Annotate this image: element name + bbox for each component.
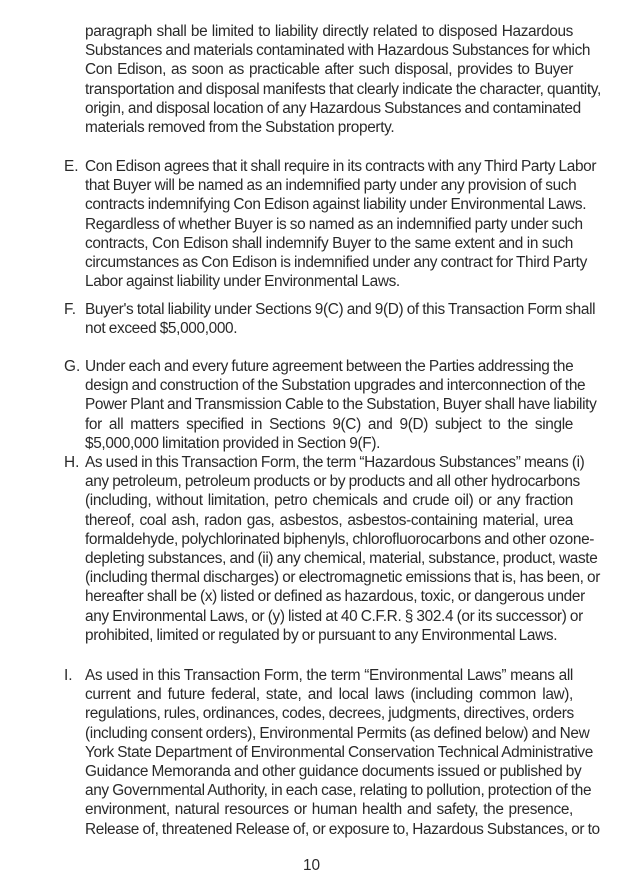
- section-e-line: Labor against liability under Environmental Laws.: [85, 273, 400, 291]
- section-h-line: hereafter shall be (x) listed or defined as hazardous, toxic, or dangerous under: [85, 588, 585, 606]
- section-i-line: current and future federal, state, and local laws (including common law),: [85, 686, 573, 704]
- section-h-line: any petroleum, petroleum products or by products and all other hydrocarbons: [85, 473, 580, 491]
- section-e-line: that Buyer will be named as an indemnified party under any provision of such: [85, 177, 577, 195]
- section-g-line: design and construction of the Substation upgrades and interconnection of the: [85, 377, 586, 395]
- continuation-paragraph-line: Substances and materials contaminated with Hazardous Substances for which: [85, 42, 591, 60]
- continuation-paragraph-line: transportation and disposal manifests that clearly indicate the character, quantity,: [85, 80, 601, 98]
- section-h-line: (including, without limitation, petro chemicals and crude oil) or any fraction: [85, 492, 573, 510]
- section-marker: E.: [64, 158, 79, 175]
- continuation-paragraph-line: paragraph shall be limited to liability directly related to disposed Hazardous: [85, 23, 573, 40]
- section-g-line: Power Plant and Transmission Cable to the Substation, Buyer shall have liability: [85, 396, 597, 414]
- section-marker: G.: [64, 358, 81, 375]
- section-i-line: As used in this Transaction Form, the term “Environmental Laws” means all: [85, 667, 573, 684]
- section-f-line: not exceed $5,000,000.: [85, 320, 238, 338]
- section-e-line: contracts, Con Edison shall indemnify Buyer to the same extent and in such: [85, 234, 573, 252]
- section-h-line: As used in this Transaction Form, the term “Hazardous Substances” means (i): [85, 454, 585, 471]
- section-i-line: Guidance Memoranda and other guidance documents issued or published by: [85, 763, 582, 780]
- section-h-line: formaldehyde, polychlorinated biphenyls, chlorofluorocarbons and other ozone-: [85, 530, 595, 548]
- section-i-line: environment, natural resources or human health and safety, the presence,: [85, 801, 573, 819]
- section-h-line: (including thermal discharges) or electromagnetic emissions that is, has been, or: [85, 569, 600, 587]
- section-i-line: Release of, threatened Release of, or exposure to, Hazardous Substances, or to: [85, 820, 600, 838]
- section-e-line: circumstances as Con Edison is indemnified under any contract for Third Party: [85, 254, 587, 271]
- section-marker: H.: [64, 454, 80, 471]
- continuation-paragraph-line: materials removed from the Substation property.: [85, 119, 395, 136]
- section-h-line: prohibited, limited or regulated by or pursuant to any Environmental Laws.: [85, 626, 558, 644]
- section-f-line: Buyer's total liability under Sections 9(C) and 9(D) of this Transaction Form shall: [85, 301, 596, 318]
- section-i-line: any Governmental Authority, in each case, relating to pollution, protection of the: [85, 782, 592, 800]
- section-h-line: thereof, coal ash, radon gas, asbestos, asbestos-containing material, urea: [85, 511, 573, 529]
- continuation-paragraph-line: Con Edison, as soon as practicable after such disposal, provides to Buyer: [85, 61, 573, 79]
- section-e-line: Regardless of whether Buyer is so named as an indemnified party under such: [85, 215, 583, 233]
- page-number: 10: [302, 857, 321, 874]
- section-h-line: depleting substances, and (ii) any chemical, material, substance, product, waste: [85, 550, 598, 567]
- section-i-line: York State Department of Environmental Conservation Technical Administrative: [85, 743, 593, 761]
- section-i-line: (including consent orders), Environmental Permits (as defined below) and New: [85, 724, 590, 742]
- section-g-line: for all matters specified in Sections 9(C) and 9(D) subject to the single: [85, 415, 573, 433]
- section-e-line: Con Edison agrees that it shall require in its contracts with any Third Party Labor: [85, 158, 597, 175]
- continuation-paragraph-line: origin, and disposal location of any Hazardous Substances and contaminated: [85, 99, 581, 117]
- section-marker: F.: [64, 301, 76, 318]
- section-h-line: any Environmental Laws, or (y) listed at 40 C.F.R. § 302.4 (or its successor) or: [85, 607, 583, 625]
- section-e-line: contracts indemnifying Con Edison against liability under Environmental Laws.: [85, 196, 587, 214]
- section-g-line: $5,000,000 limitation provided in Section 9(F).: [85, 434, 381, 452]
- section-marker: I.: [64, 667, 73, 684]
- section-i-line: regulations, rules, ordinances, codes, decrees, judgments, directives, orders: [85, 705, 574, 723]
- section-g-line: Under each and every future agreement between the Parties addressing the: [85, 358, 574, 375]
